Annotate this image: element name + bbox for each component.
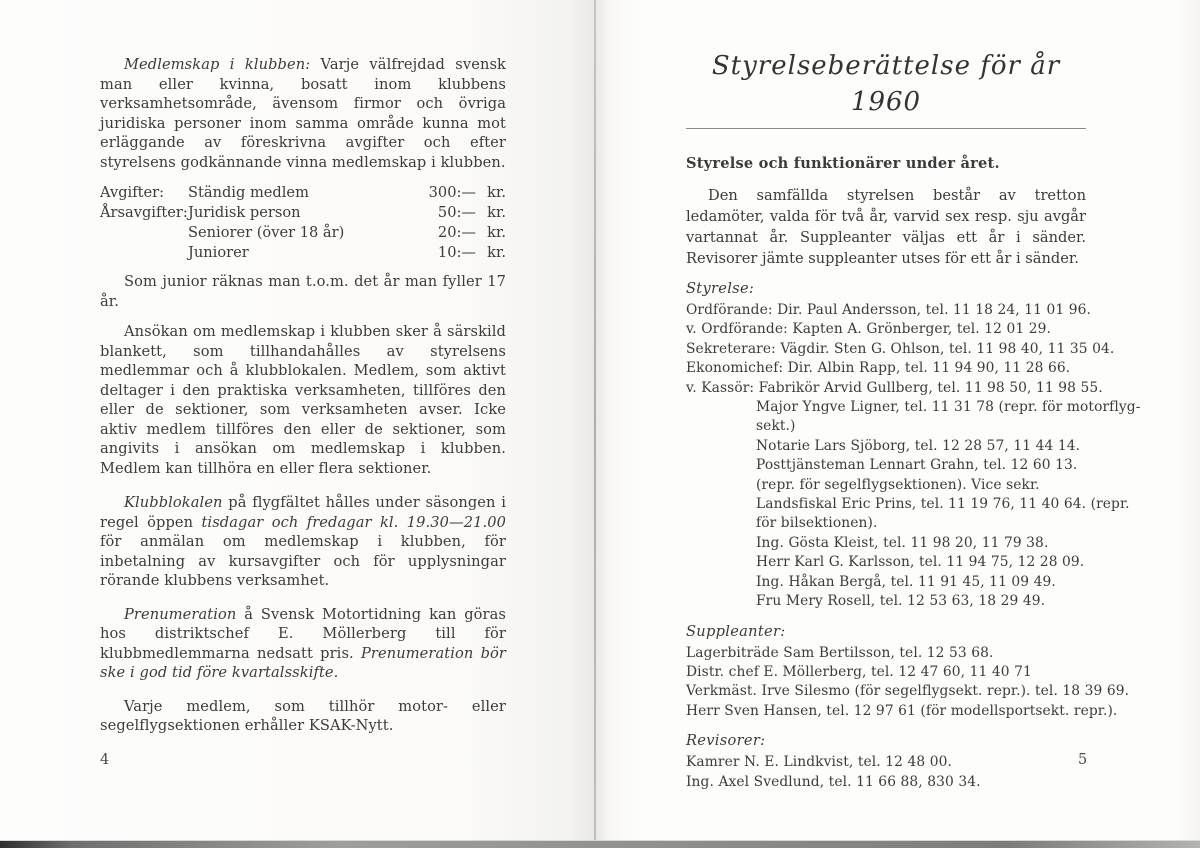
fee-amount: 300:— <box>428 184 476 201</box>
fee-item: Ständig medlem <box>188 184 309 201</box>
fee-unit: kr. <box>487 204 506 221</box>
revisor-line: Kamrer N. E. Lindkvist, tel. 12 48 00. <box>686 754 952 771</box>
suppleanter-line: Verkmäst. Irve Silesmo (för segelflygsekt. repr.). tel. 18 39 69. <box>686 683 1130 700</box>
paragraph-ksak-nytt: Varje medlem, som tillhör motor- eller segelflygsektionen erhåller KSAK-Nytt. <box>100 697 506 734</box>
right-page <box>595 0 1200 840</box>
revisor-line: Ing. Axel Svedlund, tel. 11 66 88, 830 34. <box>686 773 981 790</box>
clubhouse-text-end: för anmälan om medlemskap i klubben, för inbetalning av kursavgifter och för upplysningar rörande klubbens verksamhet. <box>100 533 506 589</box>
board-member-line: Landsfiskal Eric Prins, tel. 11 19 76, 11 40 64. (repr. <box>756 496 1130 513</box>
board-officer-line: Ekonomichef: Dir. Albin Rapp, tel. 11 94 90, 11 28 66. <box>686 360 1071 377</box>
report-title: Styrelseberättelse för år 1960 <box>711 51 1061 117</box>
board-member-line: för bilsektionen). <box>756 515 878 532</box>
fee-item: Seniorer (över 18 år) <box>188 224 345 241</box>
clubhouse-text: på flygfältet hålles under säsongen i regel öppen <box>100 494 506 531</box>
fee-label <box>100 223 188 243</box>
board-member-line: Ing. Gösta Kleist, tel. 11 98 20, 11 79 38. <box>756 534 1049 551</box>
fee-label: Avgifter: <box>100 184 164 201</box>
page-number-right: 5 <box>1078 752 1088 768</box>
subscription-text: å Svensk Motortidning kan göras hos distriktschef E. Möllerberg till för klubbmedlemmarna nedsatt pris. <box>100 605 506 662</box>
fee-label <box>100 243 188 263</box>
fee-amount: 10:— <box>437 244 476 261</box>
board-officer-line: Ordförande: Dir. Paul Andersson, tel. 11 18 24, 11 01 96. <box>686 302 1091 318</box>
board-officer-line: Sekreterare: Vägdir. Sten G. Ohlson, tel. 11 98 40, 11 35 04. <box>686 340 1115 357</box>
board-member-line: Posttjänsteman Lennart Grahn, tel. 12 60 13. <box>756 457 1078 474</box>
board-member-line: Major Yngve Ligner, tel. 11 31 78 (repr. för motorflyg- <box>756 399 1141 416</box>
title-rule <box>686 128 1086 129</box>
fee-unit: kr. <box>487 224 506 241</box>
paragraph-clubhouse <box>100 493 506 591</box>
paragraph-membership-rest: Varje välfrejdad svensk man eller kvinna, bosatt inom klubbens verksamhetsområde, ävensom firmor och övriga juridiska personer inom samma område kunna mot erläggande av föreskrivna avgifter och efter styrelsens godkännande vinna medlemskap i klubben. <box>100 56 506 171</box>
board-member-line: Herr Karl G. Karlsson, tel. 11 94 75, 12 28 09. <box>756 554 1085 571</box>
gutter-shadow <box>594 0 596 840</box>
board-member-line: Fru Mery Rosell, tel. 12 53 63, 18 29 49. <box>756 593 1046 610</box>
fee-unit: kr. <box>487 184 506 201</box>
right-text-column <box>686 48 1141 792</box>
fee-item: Juridisk person <box>188 204 301 221</box>
suppleanter-line: Herr Sven Hansen, tel. 12 97 61 (för modellsportsekt. repr.). <box>686 702 1118 719</box>
board-member-line: (repr. för segelflygsektionen). Vice sekr. <box>756 476 1040 493</box>
fee-row <box>100 183 506 203</box>
board-officer-line: v. Kassör: Fabrikör Arvid Gullberg, tel. 11 98 50, 11 98 55. <box>686 379 1103 396</box>
section-heading: Styrelse och funktionärer under året. <box>686 155 1000 172</box>
board-member-line: Notarie Lars Sjöborg, tel. 12 28 57, 11 44 14. <box>756 437 1081 454</box>
junior-note: Som junior räknas man t.o.m. det år man fyller 17 år. <box>100 273 506 310</box>
subscription-advice: Prenumeration bör ske i god tid före kvartalsskifte. <box>100 644 506 681</box>
fee-item: Juniorer <box>188 244 249 261</box>
left-page <box>0 0 595 840</box>
fee-row <box>100 203 506 223</box>
fee-label: Årsavgifter: <box>100 204 188 221</box>
suppleanter-line: Distr. chef E. Möllerberg, tel. 12 47 60, 11 40 71 <box>686 663 1032 680</box>
fee-row <box>100 243 506 263</box>
book-bottom-edge <box>0 840 1200 848</box>
suppleanter-line: Lagerbiträde Sam Bertilsson, tel. 12 53 68. <box>686 644 994 661</box>
paragraph-membership <box>100 55 506 172</box>
clubhouse-hours: tisdagar och fredagar kl. 19.30—21.00 <box>201 513 506 531</box>
left-text-column <box>100 55 506 747</box>
fee-amount: 50:— <box>437 204 476 221</box>
paragraph-membership-lead: Medlemskap i klubben: <box>124 56 311 73</box>
subscription-lead: Prenumeration <box>124 605 237 623</box>
suppleanter-label: Suppleanter: <box>686 622 786 640</box>
fees-table <box>100 183 506 263</box>
paragraph-subscription <box>100 605 506 683</box>
clubhouse-lead: Klubblokalen <box>124 494 223 511</box>
fee-amount: 20:— <box>437 224 476 241</box>
fee-row <box>100 223 506 243</box>
intro-paragraph: Den samfällda styrelsen består av tretton ledamöter, valda för två år, varvid sex resp. sju avgår vartannat år. Suppleanter väljas ett år i sänder. Revisorer jämte suppleanter utses för ett år i sänder. <box>686 187 1086 267</box>
board-officer-line: v. Ordförande: Kapten A. Grönberger, tel. 12 01 29. <box>686 321 1051 338</box>
board-member-line: sekt.) <box>756 418 796 435</box>
paragraph-application: Ansökan om medlemskap i klubben sker å särskild blankett, som tillhandahålles av styrelsens medlemmar och å klubblokalen. Medlem, som aktivt deltager i den praktiska verksamheten, tillföres den eller de sektioner, som verksamheten avser. Icke aktiv medlem tillföres den eller de sektioner, som angivits i ansökan om medlemskap i klubben. Medlem kan tillhöra en eller flera sektioner. <box>100 323 506 477</box>
board-member-line: Ing. Håkan Bergå, tel. 11 91 45, 11 09 49. <box>756 573 1056 590</box>
page-number-left: 4 <box>100 752 110 768</box>
styrelse-label: Styrelse: <box>686 280 755 297</box>
revisorer-label: Revisorer: <box>686 732 766 750</box>
fee-unit: kr. <box>487 244 506 261</box>
